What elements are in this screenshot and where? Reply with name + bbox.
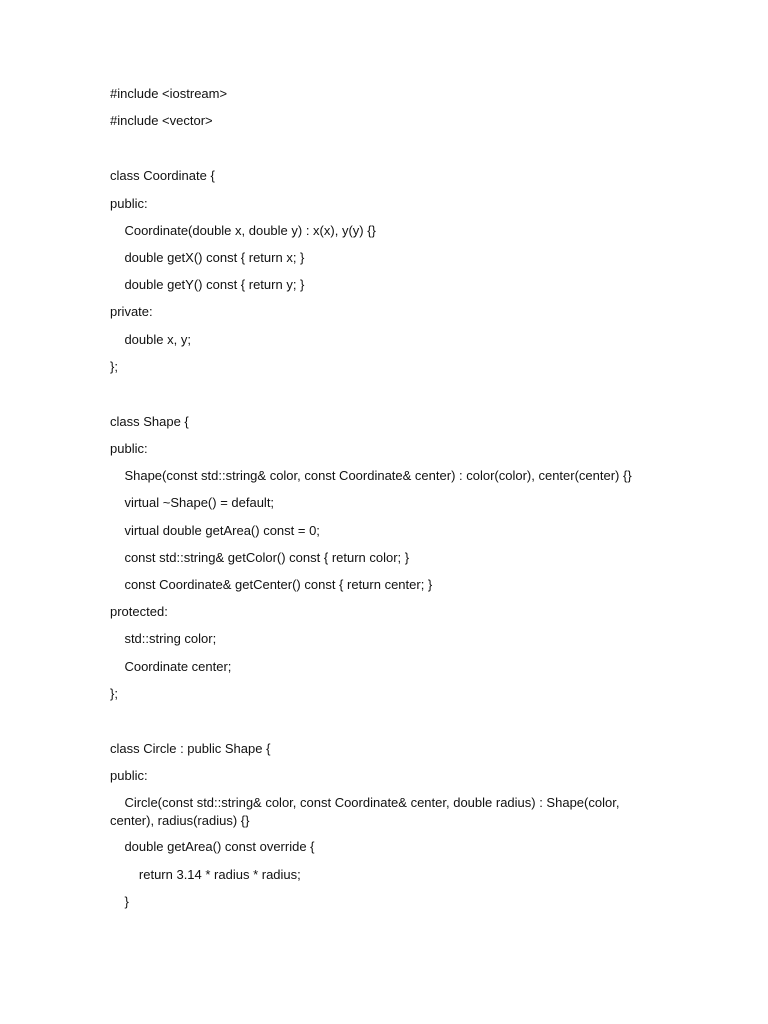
code-line-include-iostream: #include <iostream> [110, 86, 228, 101]
code-line-member-center: Coordinate center; [110, 658, 232, 674]
blank-line [110, 139, 650, 167]
code-line-circle-constructor: Circle(const std::string& color, const Coordinate& center, double radius) : Shape(color, center), radius(radius) {} [110, 795, 624, 829]
code-line-getcenter: const Coordinate& getCenter() const { return center; } [110, 577, 433, 592]
code-line-private: private: [110, 304, 153, 320]
blank-line [110, 385, 650, 413]
code-line-close-getarea: } [110, 893, 129, 909]
code-line-getarea-pure-virtual: virtual double getArea() const = 0; [110, 522, 320, 538]
code-line-class-circle: class Circle : public Shape { [110, 740, 271, 756]
code-line-members-xy: double x, y; [110, 331, 191, 347]
code-line-close-shape: }; [110, 685, 118, 701]
code-line-shape-constructor: Shape(const std::string& color, const Coordinate& center) : color(color), center(center) {} [110, 468, 632, 484]
code-line-gety: double getY() const { return y; } [110, 277, 305, 293]
code-line-circle-getarea: double getArea() const override { [110, 839, 315, 855]
code-line-public: public: [110, 441, 148, 457]
code-line-getcolor: const std::string& getColor() const { return color; } [110, 549, 410, 565]
code-line-include-vector: #include <vector> [110, 113, 213, 129]
code-line-public: public: [110, 195, 148, 211]
code-line-member-color: std::string color; [110, 631, 217, 647]
code-line-protected: protected: [110, 604, 168, 620]
code-line-class-coordinate: class Coordinate { [110, 168, 215, 184]
blank-line [110, 712, 650, 740]
code-line-shape-destructor: virtual ~Shape() = default; [110, 495, 275, 511]
code-line-public: public: [110, 768, 148, 784]
code-line-getx: double getX() const { return x; } [110, 249, 305, 265]
code-line-coordinate-constructor: Coordinate(double x, double y) : x(x), y(y) {} [110, 222, 376, 238]
code-block [110, 85, 650, 920]
code-line-class-shape: class Shape { [110, 413, 189, 429]
code-line-close-coordinate: }; [110, 358, 118, 374]
code-line-return-area: return 3.14 * radius * radius; [110, 866, 301, 882]
